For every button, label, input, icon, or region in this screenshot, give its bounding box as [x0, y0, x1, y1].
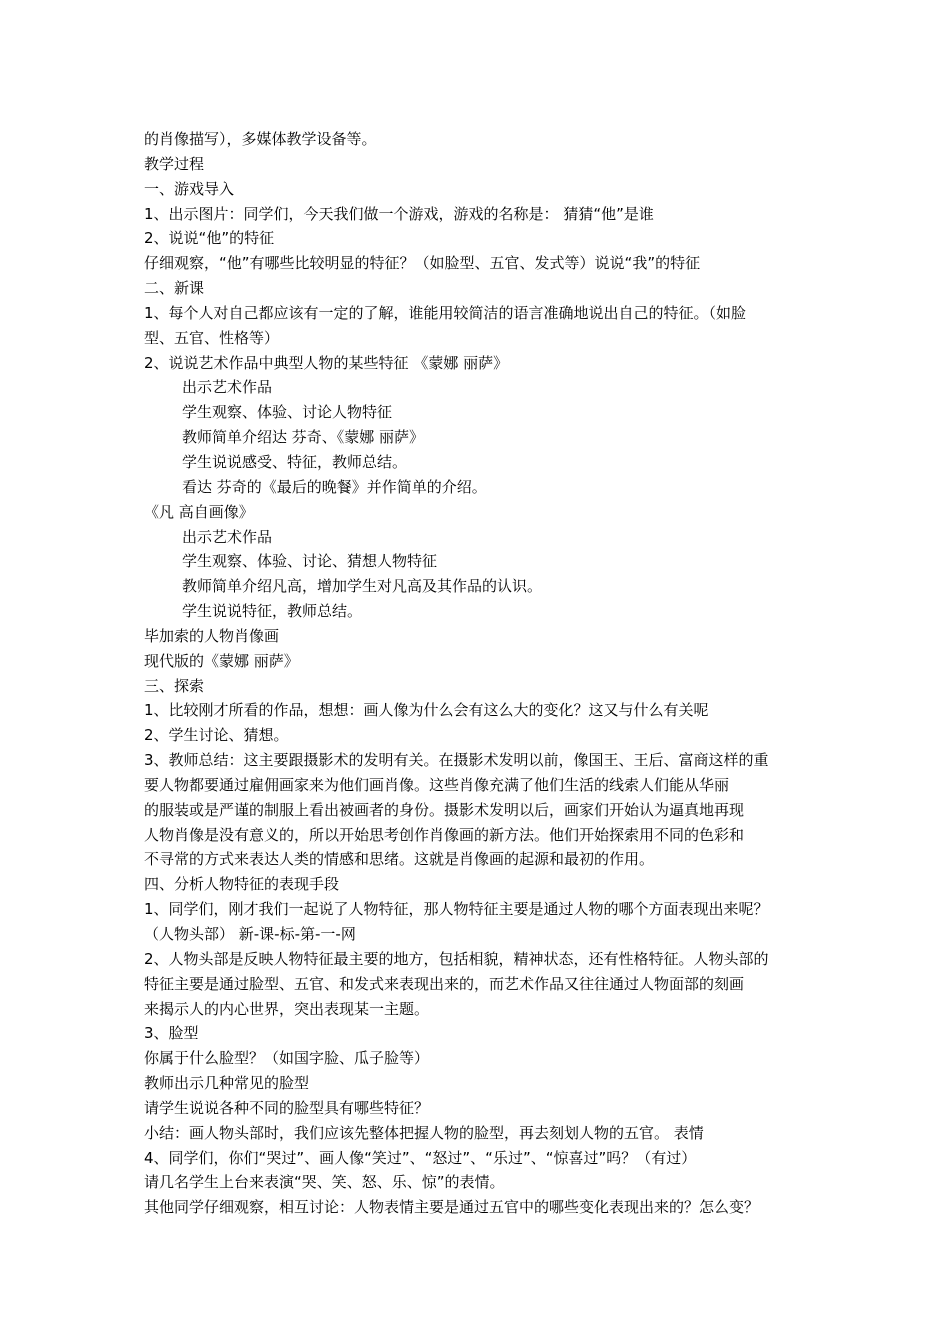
text-line: 2、人物头部是反映人物特征最主要的地方，包括相貌，精神状态，还有性格特征。人物头部的 [144, 949, 769, 968]
indented-line: 学生观察、体验、讨论人物特征 [182, 403, 393, 422]
indented-line: 出示艺术作品 [182, 527, 273, 546]
text-line: 1、比较刚才所看的作品，想想：画人像为什么会有这么大的变化？这又与什么有关呢 [144, 701, 709, 720]
text-line: 特征主要是通过脸型、五官、和发式来表现出来的，而艺术作品又往往通过人物面部的刻画 [144, 974, 745, 993]
text-line: 的肖像描写），多媒体教学设备等。 [144, 130, 377, 148]
text-line: 教师出示几种常见的脸型 [144, 1074, 310, 1093]
indented-line: 教师简单介绍达 芬奇、《蒙娜 丽萨》 [182, 428, 425, 447]
text-line: 你属于什么脸型？（如国字脸、瓜子脸等） [144, 1049, 430, 1068]
document-body [144, 127, 834, 1220]
text-line: 来揭示人的内心世界，突出表现某一主题。 [144, 999, 430, 1018]
text-line: 2、说说艺术作品中典型人物的某些特征 《蒙娜 丽萨》 [144, 353, 509, 372]
indented-line: 学生说说感受、特征，教师总结。 [182, 452, 408, 471]
text-line: 3、教师总结：这主要跟摄影术的发明有关。在摄影术发明以前，像国王、王后、富商这样的重 [144, 751, 769, 770]
section-heading: 一、游戏导入 [144, 179, 235, 198]
text-line: 2、学生讨论、猜想。 [144, 726, 289, 745]
section-heading: 教学过程 [144, 154, 205, 173]
text-line: 仔细观察，“他”有哪些比较明显的特征？（如脸型、五官、发式等）说说“我”的特征 [144, 254, 701, 273]
text-line: 人物肖像是没有意义的，所以开始思考创作肖像画的新方法。他们开始探索用不同的色彩和 [144, 825, 745, 844]
text-line: 不寻常的方式来表达人类的情感和思绪。这就是肖像画的起源和最初的作用。 [144, 850, 655, 869]
text-line: （人物头部） 新-课-标-第-一-网 [144, 925, 356, 943]
text-line: 1、出示图片：同学们，今天我们做一个游戏，游戏的名称是： 猜猜“他”是谁 [144, 204, 654, 223]
text-line: 3、脸型 [144, 1024, 199, 1043]
text-line: 1、同学们，刚才我们一起说了人物特征，那人物特征主要是通过人物的哪个方面表现出来呢？ [144, 900, 769, 919]
text-line: 1、每个人对自己都应该有一定的了解，谁能用较简洁的语言准确地说出自己的特征。（如脸 [144, 303, 747, 322]
text-line: 4、同学们，你们“哭过”、画人像“笑过”、“怒过”、“乐过”、“惊喜过”吗？（有过） [144, 1148, 697, 1167]
text-line: 现代版的《蒙娜 丽萨》 [144, 651, 299, 670]
indented-line: 教师简单介绍凡高，增加学生对凡高及其作品的认识。 [182, 577, 543, 596]
text-line: 要人物都要通过雇佣画家来为他们画肖像。这些肖像充满了他们生活的线索人们能从华丽 [144, 775, 730, 794]
indented-line: 学生观察、体验、讨论、猜想人物特征 [182, 552, 438, 571]
text-line: 小结：画人物头部时，我们应该先整体把握人物的脸型，再去刻划人物的五官。 表情 [144, 1123, 704, 1142]
text-line: 请学生说说各种不同的脸型具有哪些特征？ [144, 1098, 430, 1117]
section-heading: 二、新课 [144, 279, 205, 298]
section-heading: 四、分析人物特征的表现手段 [144, 875, 340, 894]
text-line: 2、说说“他”的特征 [144, 229, 275, 248]
text-line: 请几名学生上台来表演“哭、笑、怒、乐、惊”的表情。 [144, 1173, 505, 1192]
text-line: 型、五官、性格等） [144, 328, 280, 347]
text-line: 的服装或是严谨的制服上看出被画者的身份。摄影术发明以后，画家们开始认为逼真地再现 [144, 800, 745, 819]
indented-line: 看达 芬奇的《最后的晚餐》并作简单的介绍。 [182, 477, 487, 496]
text-line: 毕加索的人物肖像画 [144, 626, 280, 645]
text-line: 其他同学仔细观察，相互讨论：人物表情主要是通过五官中的哪些变化表现出来的？怎么变？ [144, 1198, 760, 1217]
section-heading: 三、探索 [144, 676, 205, 695]
indented-line: 学生说说特征，教师总结。 [182, 602, 363, 621]
indented-line: 出示艺术作品 [182, 378, 273, 397]
text-line: 《凡 高自画像》 [144, 502, 254, 521]
